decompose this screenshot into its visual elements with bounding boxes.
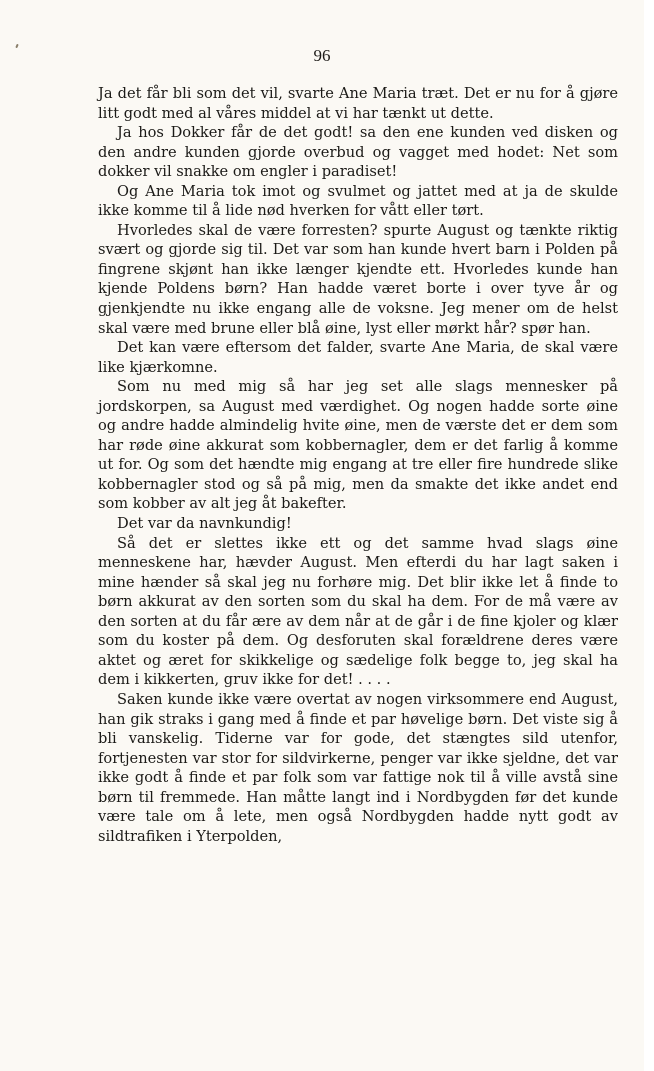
paragraph-6: Som nu med mig så har jeg set alle slags mennesker på jordskorpen, sa August med værdighet. Og nogen hadde sorte øine og andre hadde almindelig hvite øine, men de værste det er dem som har røde øine akkurat som kobbernagler, dem er det farlig å komme ut for. Og som det hændte mig engang at tre eller fire hundrede slike kobbernagler stod og så på mig, men da smakte det ikke andet end som kobber av alt jeg åt bakefter. xyxy=(98,378,618,513)
paragraph-4: Hvorledes skal de være forresten? spurte August og tænkte riktig svært og gjorde sig til. Det var som han kunde hvert barn i Polden på fingrene skjønt han ikke længer kjendte ett. Hvorledes kunde han kjende Poldens børn? Han hadde været borte i over tyve år og gjenkjendte nu ikke engang alle de voksne. Jeg mener om de helst skal være med brune eller blå øine, lyst eller mørkt hår? spør han. xyxy=(98,221,618,337)
paragraph-1: Ja det får bli som det vil, svarte Ane Maria træt. Det er nu for å gjøre litt godt med al våres middel at vi har tænkt ut dette. xyxy=(98,85,618,122)
paragraph-5: Det kan være eftersom det falder, svarte Ane Maria, de skal være like kjærkomne. xyxy=(98,339,618,376)
paragraph-9: Saken kunde ikke være overtat av nogen virksommere end August, han gik straks i gang med å finde et par høvelige børn. Det viste sig å bli vanskelig. Tiderne var for gode, det stængtes sild utenfor, fortjenesten var stor for sildvirkerne, penger var ikke sjeldne, det var ikke godt å finde et par folk som var fattige nok til å ville avstå sine børn til fremmede. Han måtte langt ind i Nordbygden før det kunde være tale om å lete, men også Nordbygden hadde nytt godt av sildtrafiken i Yterpolden, xyxy=(98,690,618,845)
paragraph-8: Så det er slettes ikke ett og det samme hvad slags øine menneskene har, hævder August. Men efterdi du har lagt saken i mine hænder så skal jeg nu forhøre mig. Det blir ikke let å finde to børn akkurat av den sorten som du skal ha dem. For de må være av den sorten at du får ære av dem når at de går i de fine kjoler og klær som du koster på dem. Og desforuten skal forældrene deres være aktet og æret for skikkelige og sædelige folk begge to, jeg skal ha dem i kikkerten, gruv ikke for det! . . . . xyxy=(98,534,618,689)
body-text xyxy=(98,84,618,846)
page-edge-margin xyxy=(644,0,654,1071)
paragraph-3: Og Ane Maria tok imot og svulmet og jattet med at ja de skulde ikke komme til å lide nød hverken for vått eller tørt. xyxy=(98,182,618,220)
paragraph-7: Det var da navnkundig! xyxy=(117,515,292,533)
paragraph-2: Ja hos Dokker får de det godt! sa den ene kunden ved disken og den andre kunden gjorde overbud og vagget med hodet: Net som dokker vil snakke om engler i paradiset! xyxy=(98,124,618,181)
page-number: 96 xyxy=(313,46,331,65)
